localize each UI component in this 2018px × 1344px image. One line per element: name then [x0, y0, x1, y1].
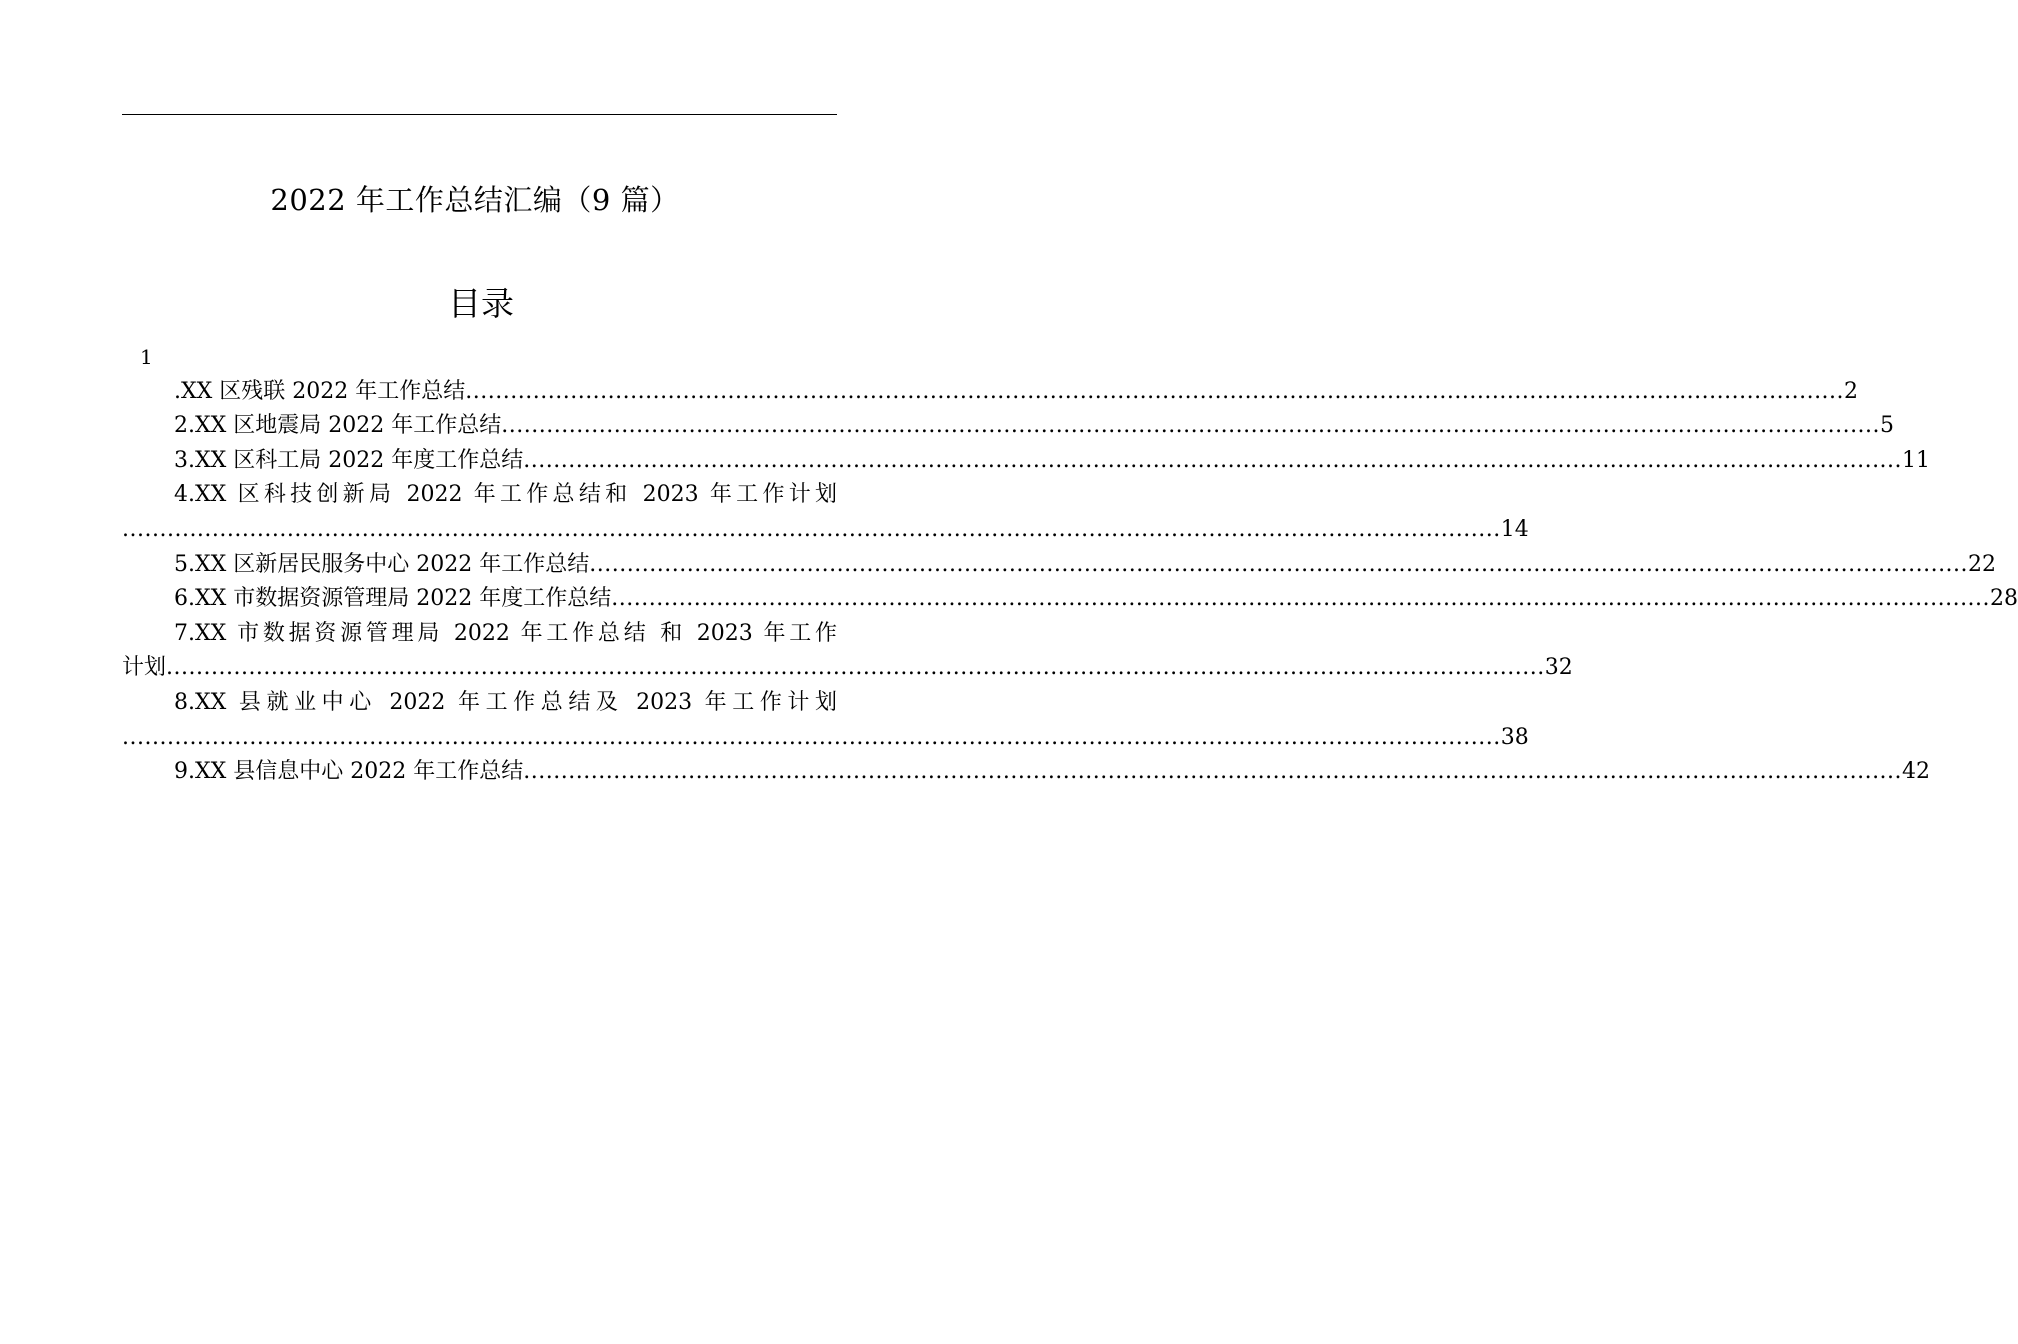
toc-entry-text: .XX 区残联 2022 年工作总结 — [174, 378, 466, 404]
toc-page-number: 32 — [1544, 655, 1573, 681]
toc-page-number: 11 — [1902, 447, 1931, 473]
toc-entry-4[interactable] — [122, 478, 837, 513]
toc-entry-text-continued: 计划 — [122, 655, 167, 681]
toc-page-number: 22 — [1968, 551, 1997, 577]
toc-leader-dots: ........................................................................................................................................................................................ — [523, 759, 1903, 785]
toc-entry-8-continuation[interactable] — [122, 721, 1529, 756]
toc-entry-7-continuation[interactable] — [122, 651, 1573, 686]
toc-leader-dots: ........................................................................................................................................................................................ — [122, 724, 1501, 750]
toc-page-number: 28 — [1990, 586, 2018, 612]
toc-heading: 目录 — [448, 284, 514, 323]
header-rule — [122, 114, 837, 115]
toc-entry-text: 9.XX 县信息中心 2022 年工作总结 — [174, 759, 524, 785]
toc-first-number: 1 — [140, 345, 153, 369]
toc-page-number: 38 — [1500, 724, 1529, 750]
toc-entry-4-continuation[interactable] — [122, 513, 1529, 548]
toc-page-number: 5 — [1880, 413, 1895, 439]
toc-entry-1[interactable] — [122, 375, 1859, 410]
table-of-contents — [122, 340, 2018, 790]
toc-leader-dots: ........................................................................................................................................................................................ — [465, 378, 1845, 404]
toc-entry-text: 6.XX 市数据资源管理局 2022 年度工作总结 — [174, 586, 612, 612]
toc-leader-dots: ........................................................................................................................................................................................ — [122, 516, 1501, 542]
toc-leader-dots: ........................................................................................................................................................................................ — [589, 551, 1969, 577]
toc-leader-dots: ........................................................................................................................................................................................ — [611, 586, 1991, 612]
toc-leader-dots: ........................................................................................................................................................................................ — [523, 447, 1903, 473]
toc-entry-8[interactable] — [122, 686, 837, 721]
toc-page-number: 14 — [1500, 516, 1529, 542]
toc-entry-9[interactable] — [122, 755, 1931, 790]
toc-leader-dots: ........................................................................................................................................................................................ — [501, 413, 1881, 439]
toc-entry-text: 5.XX 区新居民服务中心 2022 年工作总结 — [174, 551, 590, 577]
toc-page-number: 2 — [1844, 378, 1859, 404]
toc-entry-text: 2.XX 区地震局 2022 年工作总结 — [174, 413, 502, 439]
toc-entry-text: 7.XX 市数据资源管理局 2022 年工作总结 和 2023 年工作 — [174, 620, 837, 646]
toc-entry-2[interactable] — [122, 409, 1895, 444]
toc-entry-text: 3.XX 区科工局 2022 年度工作总结 — [174, 447, 524, 473]
toc-entry-3[interactable] — [122, 444, 1931, 479]
toc-entry-text: 4.XX 区科技创新局 2022 年工作总结和 2023 年工作计划 — [174, 482, 837, 508]
toc-entry-6[interactable] — [122, 582, 2018, 617]
toc-entry-text: 8.XX 县就业中心 2022 年工作总结及 2023 年工作计划 — [174, 689, 837, 715]
toc-page-number: 42 — [1902, 759, 1931, 785]
toc-entry-7[interactable] — [122, 617, 837, 652]
document-title: 2022 年工作总结汇编（9 篇） — [270, 183, 680, 217]
toc-entry-5[interactable] — [122, 548, 1997, 583]
toc-leader-dots: ........................................................................................................................................................................................ — [166, 655, 1545, 681]
